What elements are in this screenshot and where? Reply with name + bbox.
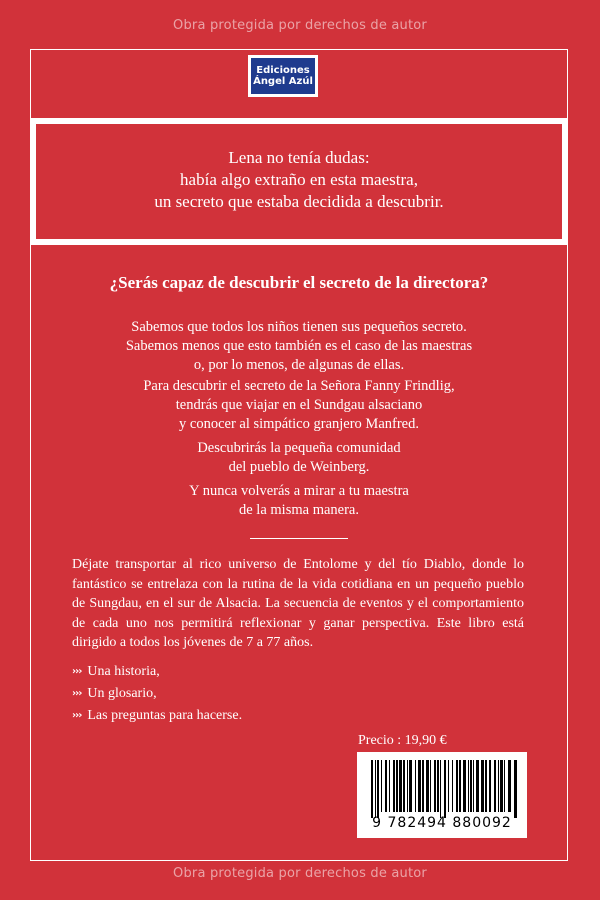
blurb-paragraph-3	[30, 439, 568, 477]
blurb-line: Y nunca volverás a mirar a tu maestra	[189, 483, 409, 499]
summary-paragraph: Déjate transportar al rico universo de Entolome y del tío Diablo, donde lo fantástico se entrelaza con la rutina de la vida cotidiana en un pequeño pueblo de Sungdau, en el sur de Alsacia. La secuencia de eventos y el comportamiento de cada uno nos permitirá reflexionar y ganar perspectiva. Este libro está dirigido a todos los jóvenes de 7 a 77 años.	[72, 557, 524, 650]
blurb-line: Descubrirás la pequeña comunidad	[197, 440, 401, 456]
contents-list	[72, 661, 472, 727]
list-item	[72, 683, 472, 705]
barcode-bar	[476, 760, 479, 812]
chevrons-icon: ›››	[72, 666, 82, 677]
barcode-bar	[426, 760, 429, 812]
barcode-bar	[508, 760, 511, 812]
barcode-bar	[375, 760, 376, 818]
blurb-line: Sabemos menos que esto también es el caso de las maestras	[125, 338, 473, 354]
chevrons-icon: ›››	[72, 688, 82, 699]
barcode-bar	[459, 760, 461, 812]
barcode-bar	[437, 760, 439, 812]
section-divider	[250, 538, 348, 539]
blurb-line: o, por lo menos, de algunas de ellas.	[193, 357, 405, 373]
teaser-line-1: Lena no tenía dudas:	[228, 148, 370, 167]
barcode-bar	[418, 760, 421, 812]
blurb-paragraph-1	[30, 318, 568, 375]
barcode-number: 9 782494 880092	[372, 815, 512, 831]
barcode-bar	[381, 760, 382, 812]
barcode-bar	[407, 760, 408, 812]
barcode-bar	[440, 760, 441, 818]
barcode-bar	[393, 760, 395, 812]
list-item-label: Un glosario,	[87, 686, 157, 701]
barcode-bar	[403, 760, 405, 812]
barcode-bar	[415, 760, 416, 812]
barcode-bar	[481, 760, 484, 812]
barcode-bar	[494, 760, 496, 812]
chevrons-icon: ›››	[72, 710, 82, 721]
copyright-watermark-top: Obra protegida por derechos de autor	[173, 18, 427, 33]
barcode-bar	[422, 760, 424, 812]
barcode-bar	[396, 760, 398, 812]
barcode-bar	[456, 760, 458, 812]
barcode-bar	[448, 760, 449, 812]
publisher-name-line1: Ediciones	[256, 65, 310, 76]
barcode-bar	[468, 760, 469, 812]
barcode	[357, 752, 527, 838]
barcode-bar	[452, 760, 453, 812]
barcode-bar	[504, 760, 505, 812]
barcode-bar	[377, 760, 379, 818]
barcode-bar	[389, 760, 390, 812]
blurb-paragraph-4	[30, 482, 568, 520]
blurb-line: del pueblo de Weinberg.	[228, 459, 370, 475]
barcode-bar	[371, 760, 373, 818]
teaser-line-2: había algo extraño en esta maestra,	[180, 170, 418, 189]
barcode-bar	[444, 760, 446, 818]
blurb-line: de la misma manera.	[239, 502, 359, 518]
barcode-bar	[430, 760, 431, 812]
barcode-bar	[514, 760, 517, 818]
list-item	[72, 661, 472, 683]
blurb-paragraph-2	[30, 377, 568, 434]
barcode-bar	[498, 760, 499, 812]
barcode-bar	[489, 760, 491, 812]
barcode-bar	[485, 760, 487, 812]
barcode-bar	[385, 760, 387, 812]
barcode-bar	[399, 760, 402, 812]
copyright-watermark-bottom: Obra protegida por derechos de autor	[173, 866, 427, 881]
barcode-bar	[409, 760, 412, 812]
barcode-bar	[473, 760, 474, 812]
list-item	[72, 705, 472, 727]
publisher-logo	[248, 55, 318, 97]
barcode-bar	[470, 760, 472, 812]
blurb-line: Sabemos que todos los niños tienen sus pequeños secreto.	[131, 319, 467, 335]
list-item-label: Las preguntas para hacerse.	[87, 708, 243, 723]
teaser-line-3: un secreto que estaba decidida a descubrir.	[154, 192, 444, 211]
barcode-bar	[434, 760, 436, 812]
blurb-heading: ¿Serás capaz de descubrir el secreto de la directora?	[109, 273, 489, 292]
list-item-label: Una historia,	[87, 664, 160, 679]
publisher-name-line2: Ángel Azúl	[253, 76, 313, 87]
blurb-line: y conocer al simpático granjero Manfred.	[179, 416, 419, 432]
barcode-bar	[500, 760, 503, 812]
barcode-bar	[463, 760, 466, 812]
price-label: Precio : 19,90 €	[358, 733, 447, 748]
blurb-line: Para descubrir el secreto de la Señora Fanny Frindlig,	[143, 378, 455, 394]
blurb-line: tendrás que viajar en el Sundgau alsaciano	[175, 397, 423, 413]
